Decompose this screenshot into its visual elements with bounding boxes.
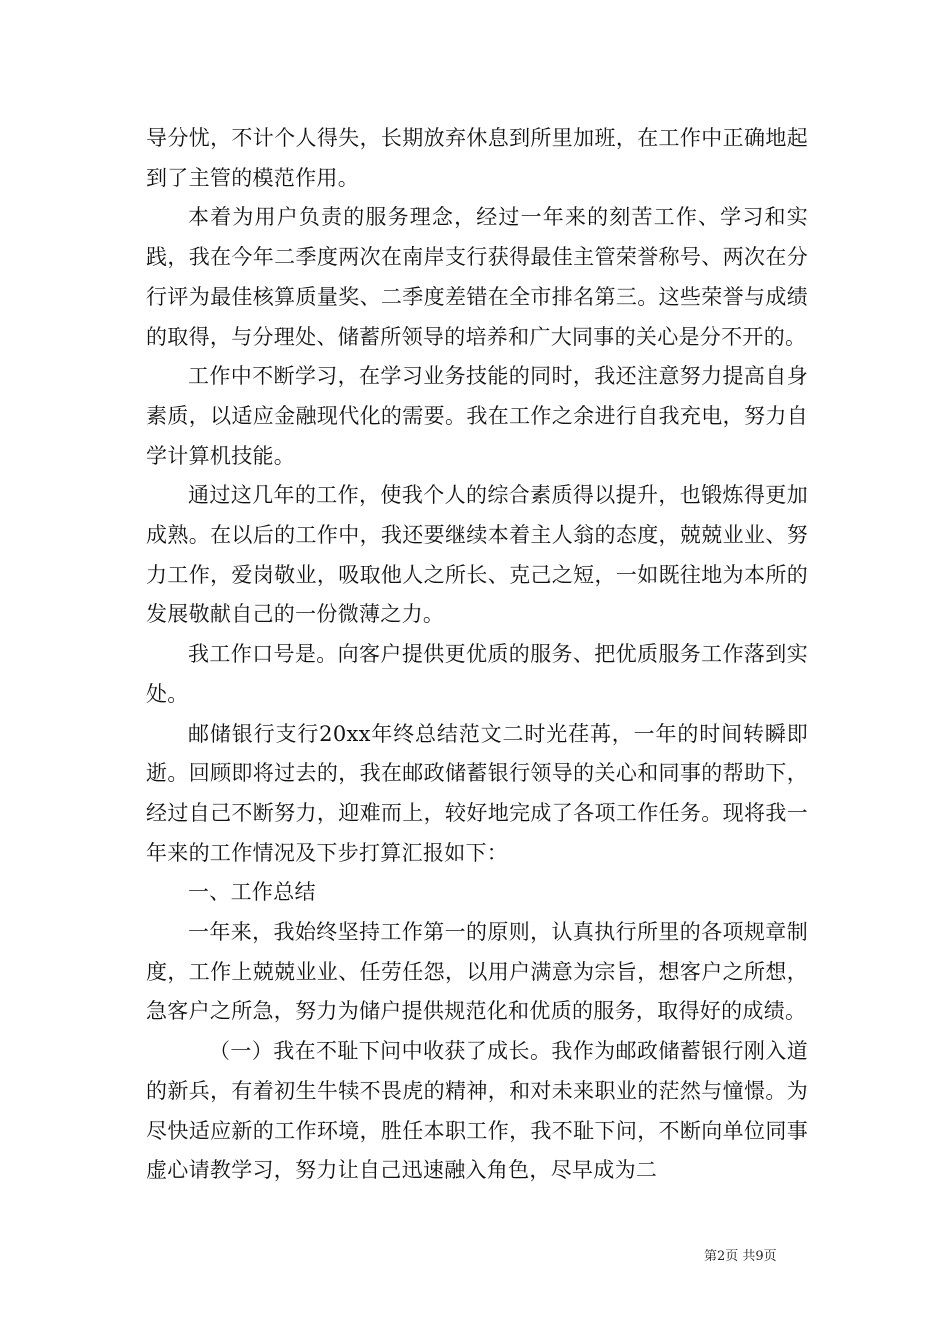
section-heading: 一、工作总结	[188, 880, 316, 905]
paragraph-5: 我工作口号是。向客户提供更优质的服务、把优质服务工作落到实处。	[146, 642, 808, 706]
page-number-footer: 第2页 共9页	[704, 1249, 777, 1264]
paragraph-2: 本着为用户负责的服务理念，经过一年来的刻苦工作、学习和实践，我在今年二季度两次在南岸支行获得最佳主管荣誉称号、两次在分行评为最佳核算质量奖、二季度差错在全市排名第三。这些荣誉与成绩的取得，与分理处、储蓄所领导的培养和广大同事的关心是分不开的。	[146, 205, 808, 349]
paragraph-7: 一年来，我始终坚持工作第一的原则，认真执行所里的各项规章制度，工作上兢兢业业、任劳任怨，以用户满意为宗旨，想客户之所想，急客户之所急，努力为储户提供规范化和优质的服务，取得好的成绩。	[146, 920, 808, 1024]
paragraph-3: 工作中不断学习，在学习业务技能的同时，我还注意努力提高自身素质，以适应金融现代化的需要。我在工作之余进行自我充电，努力自学计算机技能。	[146, 364, 808, 468]
paragraph-6: 邮储银行支行20xx年终总结范文二时光荏苒，一年的时间转瞬即逝。回顾即将过去的，我在邮政储蓄银行领导的关心和同事的帮助下，经过自己不断努力，迎难而上，较好地完成了各项工作任务。现将我一年来的工作情况及下步打算汇报如下：	[146, 721, 808, 865]
document-body	[146, 119, 808, 1191]
paragraph-8: （一）我在不耻下问中收获了成长。我作为邮政储蓄银行刚入道的新兵，有着初生牛犊不畏虎的精神，和对未来职业的茫然与憧憬。为尽快适应新的工作环境，胜任本职工作，我不耻下问，不断向单位同事虚心请教学习，努力让自己迅速融入角色，尽早成为二	[146, 1039, 808, 1183]
paragraph-4: 通过这几年的工作，使我个人的综合素质得以提升，也锻炼得更加成熟。在以后的工作中，我还要继续本着主人翁的态度，兢兢业业、努力工作，爱岗敬业，吸取他人之所长、克己之短，一如既往地为本所的发展敬献自己的一份微薄之力。	[146, 483, 808, 627]
paragraph-1: 导分忧，不计个人得失，长期放弃休息到所里加班，在工作中正确地起到了主管的模范作用。	[146, 126, 808, 190]
